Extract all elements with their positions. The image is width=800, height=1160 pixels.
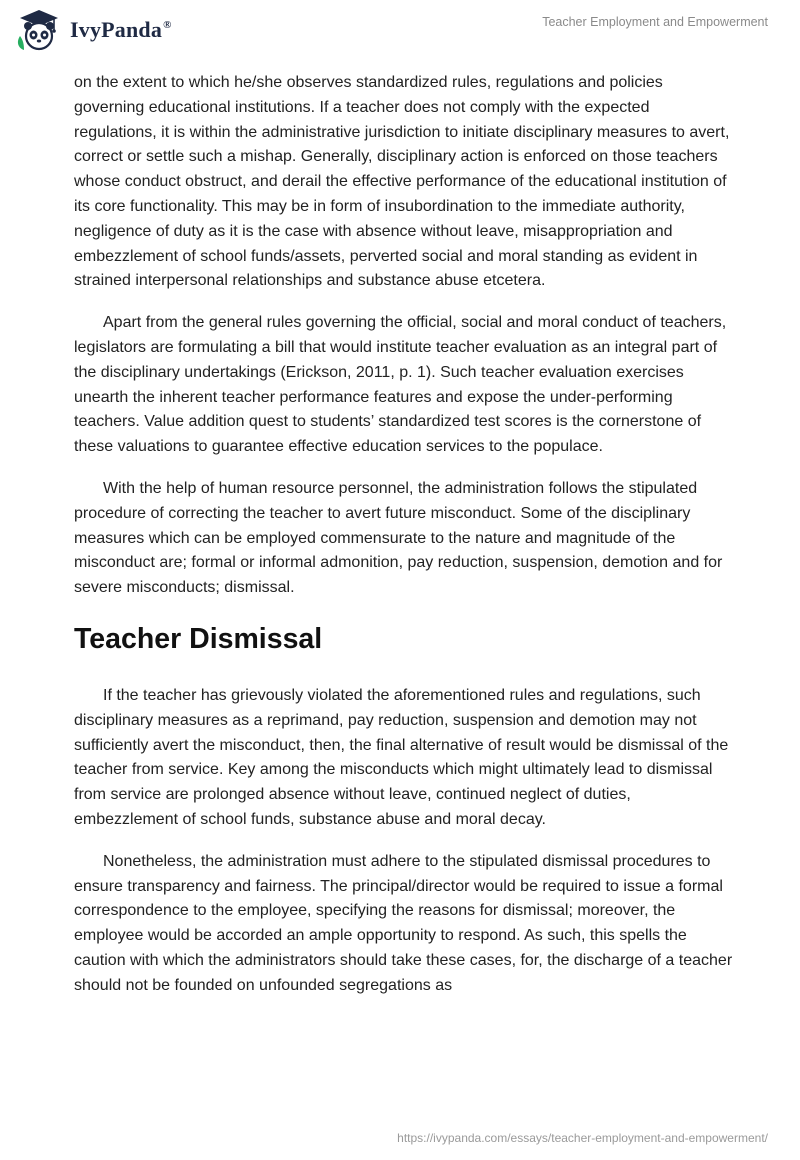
paragraph: on the extent to which he/she observes standardized rules, regulations and policies governing educational institutions. If a teacher does not comply with the expected regulations, it is within the administrative jurisdiction to initiate disciplinary measures to avert, correct or settle such a mishap. Generally, disciplinary action is enforced on those teachers whose conduct obstruct, and derail the effective performance of the educational institution of its core functionality. This may be in form of insubordination to the immediate authority, negligence of duty as it is the case with absence without leave, misappropriation and embezzlement of school funds/assets, perverted social and moral standing as evident in strained interpersonal relationships and substance abuse etcetera. [74, 74, 730, 290]
essay-body [74, 71, 734, 1016]
source-url-link[interactable]: https://ivypanda.com/essays/teacher-employment-and-empowerment/ [397, 1131, 768, 1145]
site-logo[interactable] [14, 8, 172, 52]
paragraph: With the help of human resource personnel, the administration follows the stipulated procedure of correcting the teacher to avert future misconduct. Some of the disciplinary measures which can be employed commensurate to the nature and magnitude of the misconduct are; formal or informal admonition, pay reduction, suspension, demotion and for severe misconducts; dismissal. [74, 479, 723, 597]
section-heading: Teacher Dismissal [74, 622, 323, 655]
page-header [0, 0, 800, 62]
brand-name: IvyPanda® [70, 17, 172, 42]
paragraph: If the teacher has grievously violated the aforementioned rules and regulations, such disciplinary measures as a reprimand, pay reduction, suspension and demotion may not sufficiently avert the misconduct, then, the final alternative of result would be dismissal of the teacher from service. Key among the misconducts which might ultimately lead to dismissal from service are prolonged absence without leave, continued neglect of duties, embezzlement of school funds, substance abuse and moral decay. [74, 686, 729, 828]
panda-logo-icon [14, 8, 64, 52]
document-title: Teacher Employment and Empowerment [542, 15, 768, 29]
paragraph: Nonetheless, the administration must adhere to the stipulated dismissal procedures to ensure transparency and fairness. The principal/director would be required to issue a formal correspondence to the employee, specifying the reasons for dismissal; moreover, the employee would be accorded an ample opportunity to respond. As such, this spells the caution with which the administrators should take these cases, for, the discharge of a teacher should not be founded on unfounded segregations as [74, 852, 733, 994]
paragraph: Apart from the general rules governing the official, social and moral conduct of teachers, legislators are formulating a bill that would institute teacher evaluation as an integral part of the disciplinary undertakings (Erickson, 2011, p. 1). Such teacher evaluation exercises unearth the inherent teacher performance features and expose the under-performing teachers. Value addition quest to students’ standardized test scores is the cornerstone of these valuations to guarantee effective education services to the populace. [74, 314, 727, 456]
